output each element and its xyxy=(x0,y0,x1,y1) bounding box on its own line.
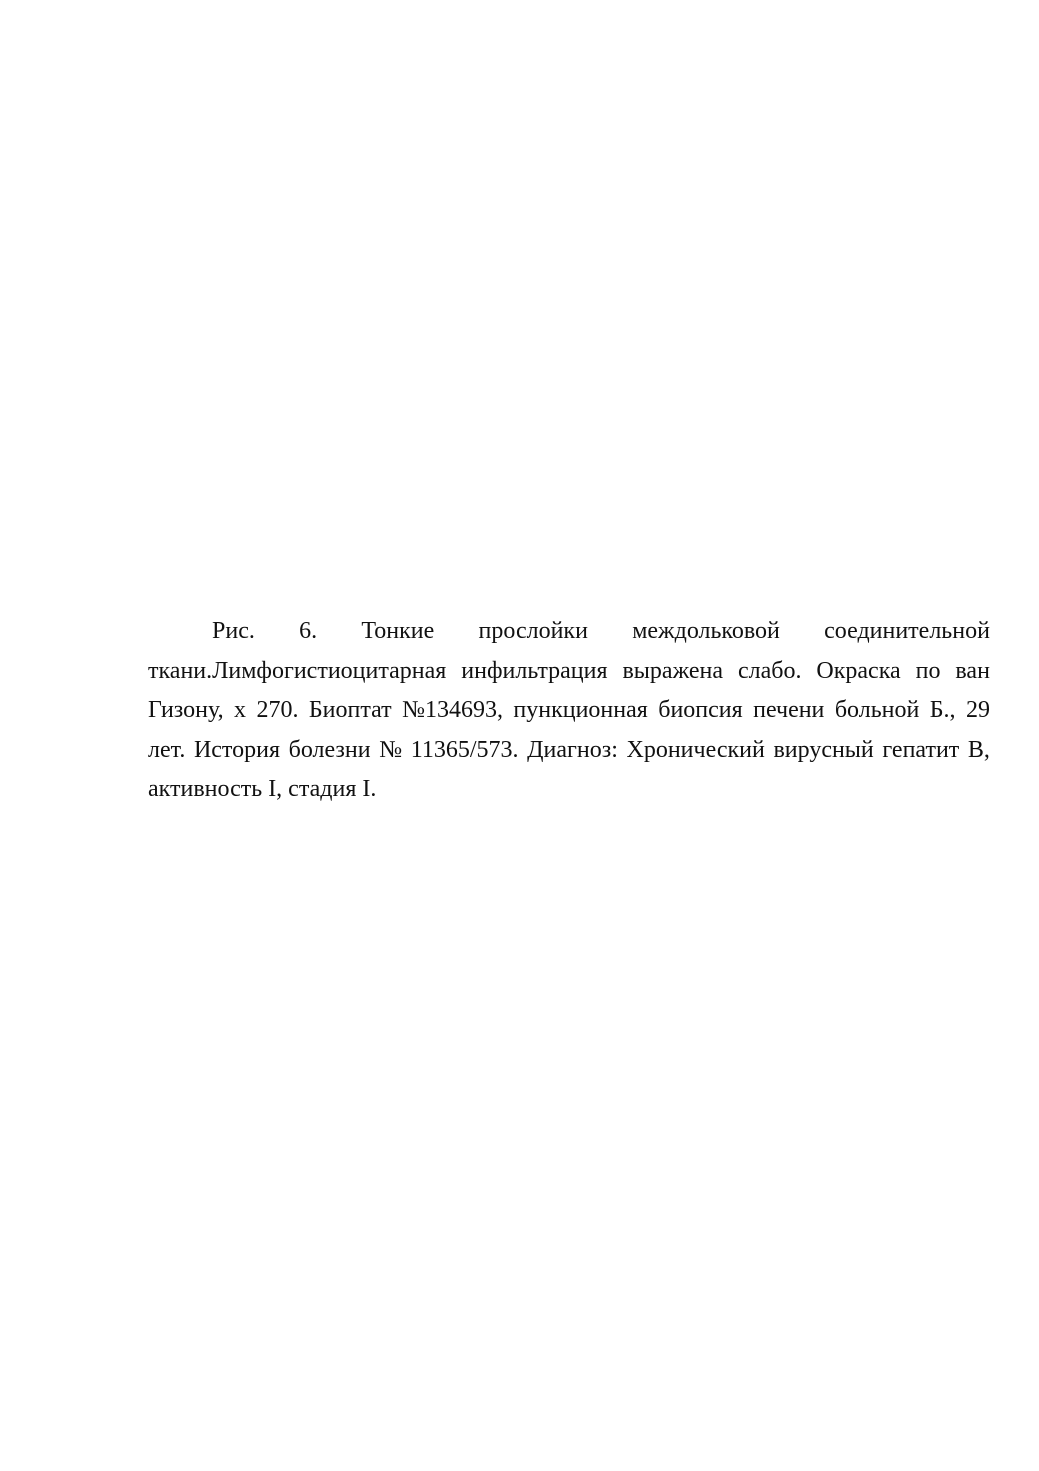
caption-word: В, xyxy=(967,736,990,763)
caption-word: 11365/573. xyxy=(410,736,519,763)
caption-word: болезни xyxy=(288,736,371,763)
caption-word: выражена xyxy=(622,657,723,684)
caption-word: 270. xyxy=(256,697,299,723)
caption-word: лет. xyxy=(148,736,186,763)
caption-word: 29 xyxy=(965,697,990,723)
caption-line-4 xyxy=(148,731,990,771)
caption-word: Диагноз: xyxy=(527,736,618,763)
caption-word: № xyxy=(379,736,403,763)
caption-line-2 xyxy=(148,652,990,692)
caption-word: х xyxy=(234,697,247,723)
caption-word: Биоптат xyxy=(308,697,392,723)
caption-word: ткани.Лимфогистиоцитарная xyxy=(148,657,447,684)
caption-word: История xyxy=(193,736,280,763)
caption-line-5: активность I, стадия I. xyxy=(148,776,377,802)
caption-word: Рис. xyxy=(212,618,255,644)
caption-word: соединительной xyxy=(824,618,990,644)
caption-word: биопсия xyxy=(658,697,743,723)
figure-caption xyxy=(148,612,990,810)
caption-word: пункционная xyxy=(513,697,648,723)
caption-line-1 xyxy=(148,612,990,652)
caption-word: Б., xyxy=(929,697,956,723)
caption-word: печени xyxy=(753,697,825,723)
caption-word: по xyxy=(915,657,941,684)
caption-word: больной xyxy=(834,697,920,723)
caption-word: инфильтрация xyxy=(461,657,608,684)
caption-word: Гизону, xyxy=(148,697,224,723)
caption-word: ван xyxy=(955,657,990,684)
caption-line-3 xyxy=(148,691,990,731)
caption-word: гепатит xyxy=(882,736,960,763)
caption-word: Тонкие xyxy=(361,618,435,644)
caption-word: №134693, xyxy=(402,697,503,723)
caption-word: междольковой xyxy=(632,618,780,644)
caption-word: прослойки xyxy=(478,618,588,644)
caption-word: слабо. xyxy=(737,657,802,684)
caption-word: Хронический xyxy=(626,736,765,763)
caption-word: вирусный xyxy=(773,736,874,763)
caption-word: 6. xyxy=(299,618,318,644)
caption-word: Окраска xyxy=(816,657,901,684)
